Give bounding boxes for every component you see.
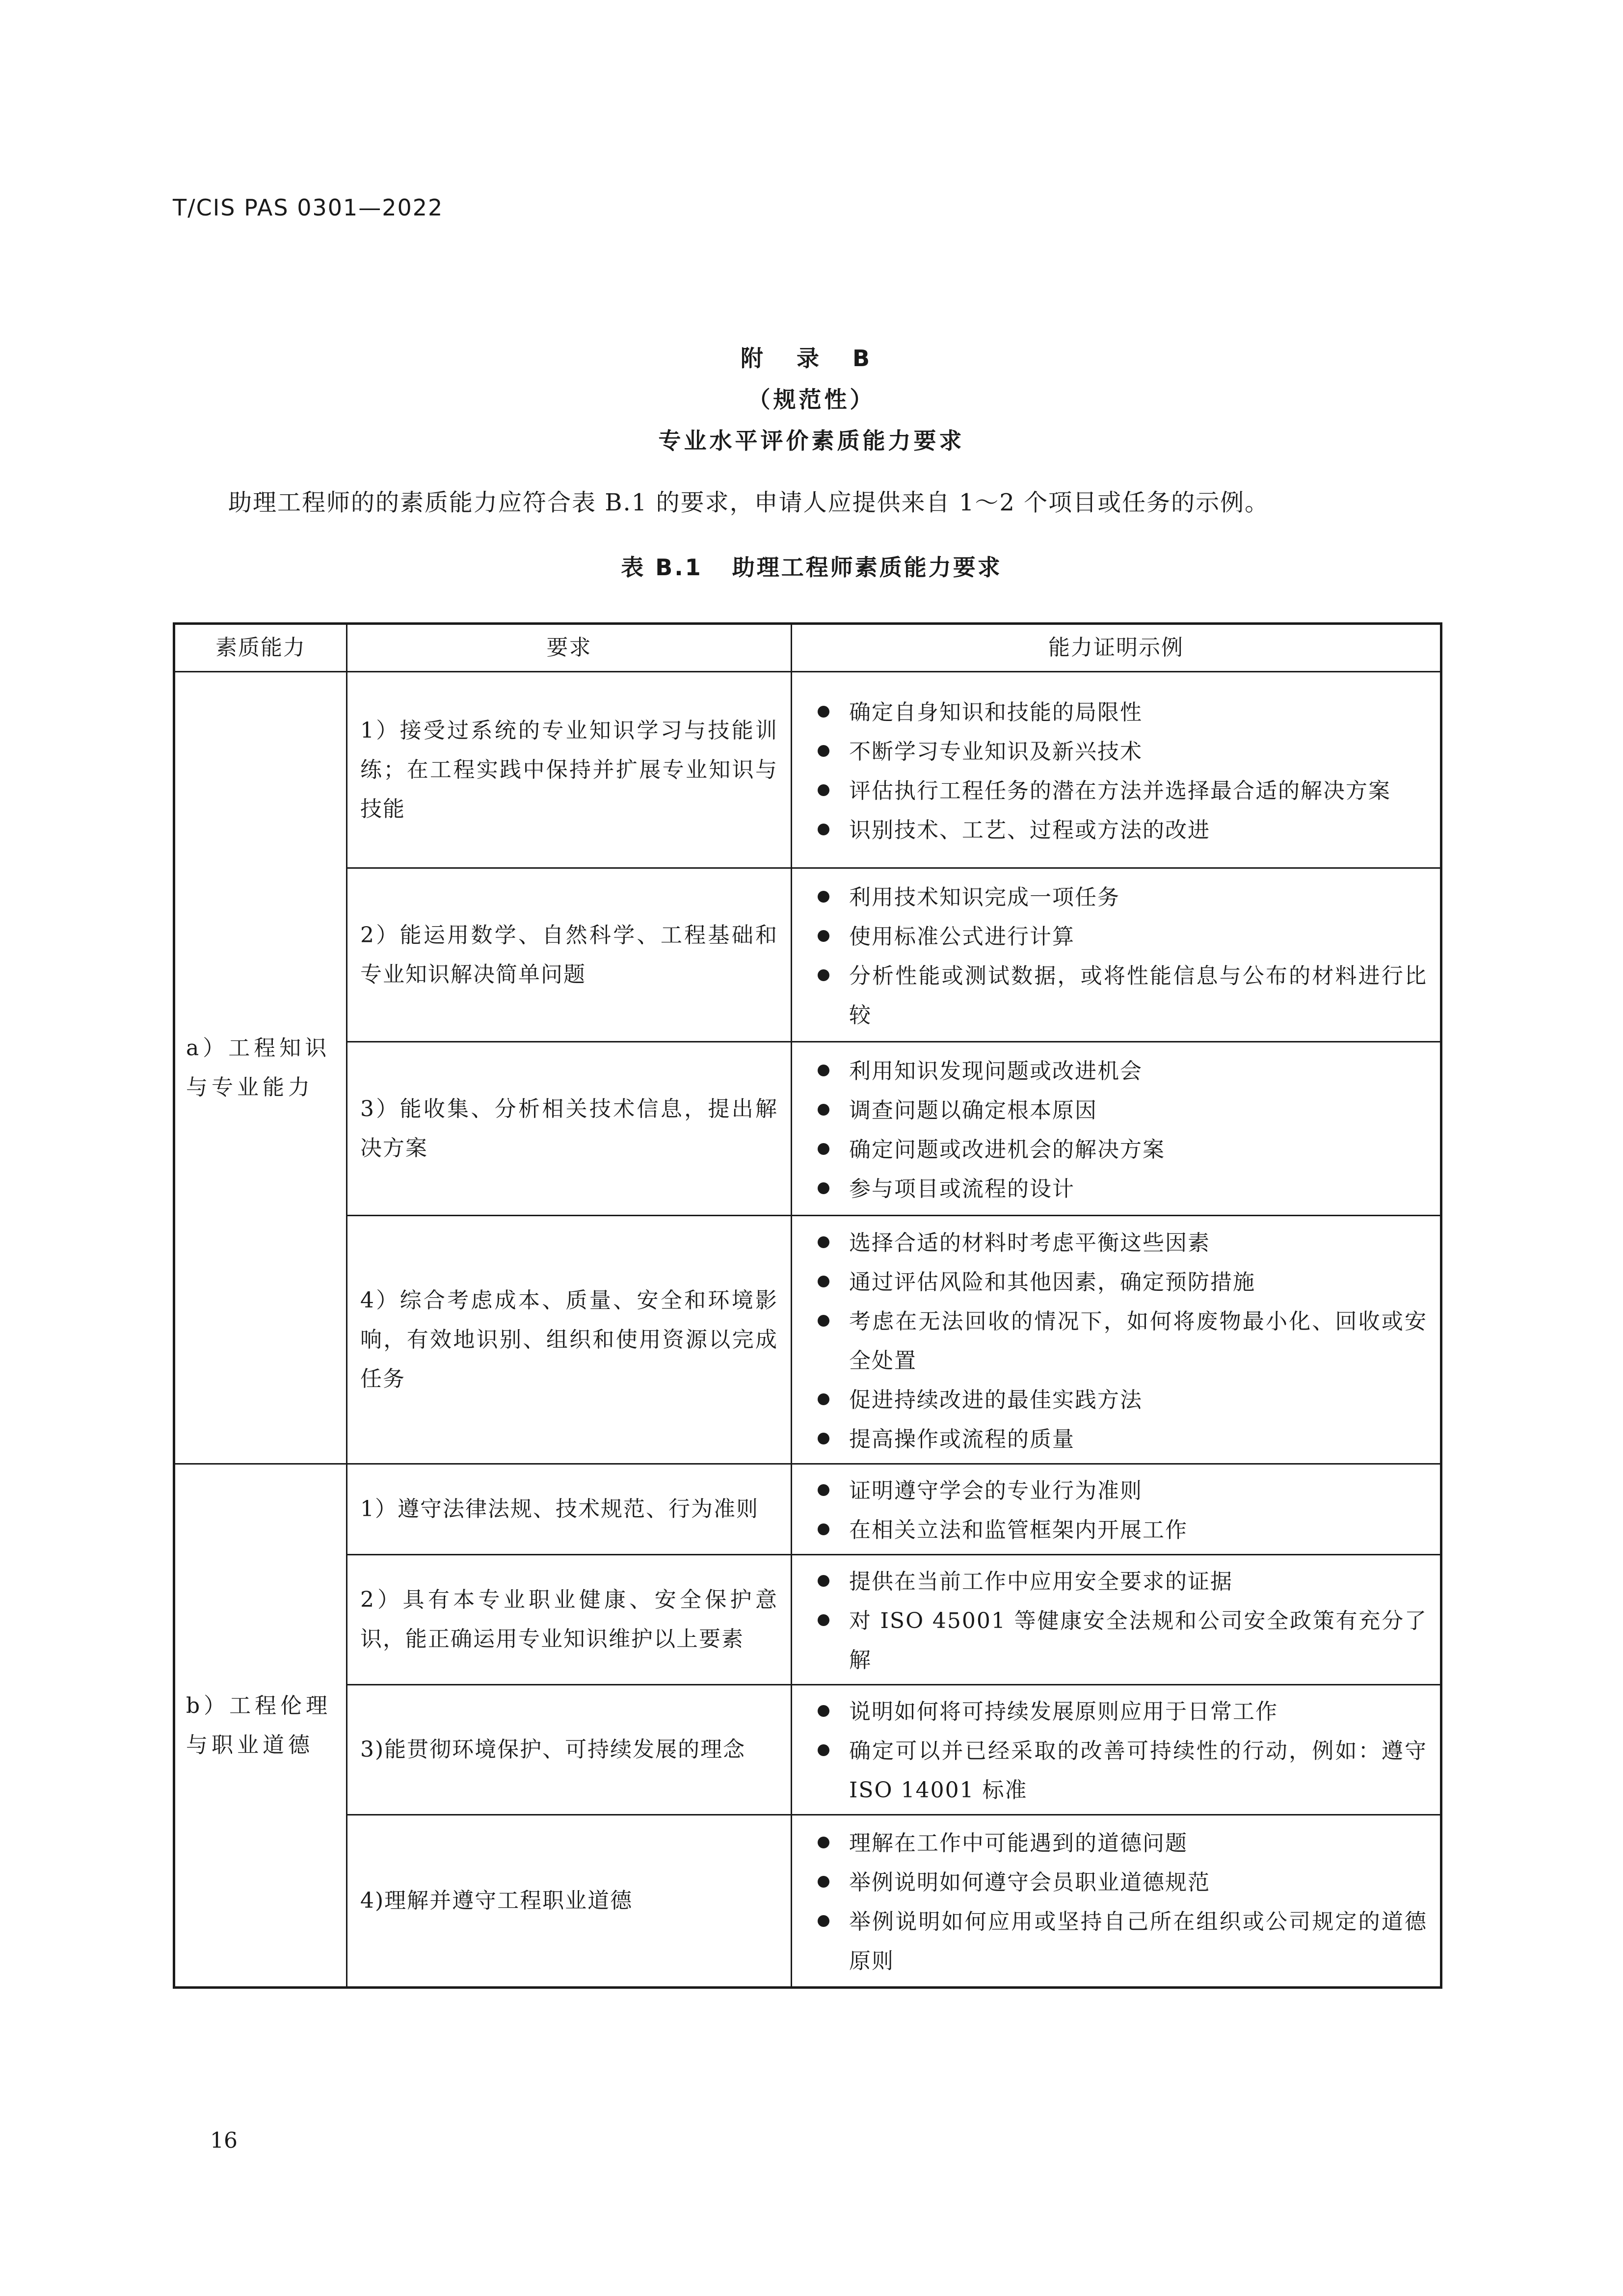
evidence-item: 确定问题或改进机会的解决方案 — [805, 1130, 1427, 1170]
evidence-item: 调查问题以确定根本原因 — [805, 1091, 1427, 1130]
evidence-item: 对 ISO 45001 等健康安全法规和公司安全政策有充分了解 — [805, 1602, 1427, 1680]
evidence-cell — [792, 1464, 1441, 1555]
column-header-requirement: 要求 — [347, 624, 792, 672]
evidence-item: 说明如何将可持续发展原则应用于日常工作 — [805, 1692, 1427, 1732]
table-row — [174, 1815, 1441, 1988]
requirement-cell: 2）具有本专业职业健康、安全保护意识，能正确运用专业知识维护以上要素 — [347, 1555, 792, 1685]
evidence-item: 举例说明如何遵守会员职业道德规范 — [805, 1863, 1427, 1902]
table-caption-title: 助理工程师素质能力要求 — [732, 554, 1002, 581]
requirement-cell: 4）综合考虑成本、质量、安全和环境影响，有效地识别、组织和使用资源以完成任务 — [347, 1216, 792, 1464]
table-row — [174, 672, 1441, 868]
evidence-item: 评估执行工程任务的潜在方法并选择最合适的解决方案 — [805, 772, 1427, 811]
table-row — [174, 1216, 1441, 1464]
evidence-cell — [792, 672, 1441, 868]
table-header-row — [174, 624, 1441, 672]
evidence-item: 提供在当前工作中应用安全要求的证据 — [805, 1562, 1427, 1602]
table-row — [174, 868, 1441, 1042]
evidence-item: 举例说明如何应用或坚持自己所在组织或公司规定的道德原则 — [805, 1902, 1427, 1981]
requirement-cell: 1）接受过系统的专业知识学习与技能训练；在工程实践中保持并扩展专业知识与技能 — [347, 672, 792, 868]
evidence-item: 促进持续改进的最佳实践方法 — [805, 1381, 1427, 1420]
document-code: T/CIS PAS 0301—2022 — [173, 194, 444, 221]
requirements-table — [173, 622, 1442, 1989]
column-header-evidence: 能力证明示例 — [792, 624, 1441, 672]
evidence-list — [805, 1052, 1427, 1209]
evidence-list — [805, 693, 1427, 850]
evidence-item: 提高操作或流程的质量 — [805, 1420, 1427, 1459]
table-row — [174, 1042, 1441, 1216]
evidence-list — [805, 1224, 1427, 1459]
evidence-item: 在相关立法和监管框架内开展工作 — [805, 1511, 1427, 1550]
evidence-item: 利用知识发现问题或改进机会 — [805, 1052, 1427, 1091]
evidence-cell — [792, 868, 1441, 1042]
requirement-cell: 3)能贯彻环境保护、可持续发展的理念 — [347, 1685, 792, 1815]
evidence-list — [805, 1824, 1427, 1981]
evidence-cell — [792, 1216, 1441, 1464]
evidence-item: 确定可以并已经采取的改善可持续性的行动，例如：遵守 ISO 14001 标准 — [805, 1732, 1427, 1810]
evidence-item: 分析性能或测试数据，或将性能信息与公布的材料进行比较 — [805, 957, 1427, 1035]
requirement-cell: 1）遵守法律法规、技术规范、行为准则 — [347, 1464, 792, 1555]
appendix-heading — [0, 338, 1623, 461]
evidence-item: 识别技术、工艺、过程或方法的改进 — [805, 811, 1427, 850]
ability-cell: a）工程知识与专业能力 — [174, 672, 347, 1464]
appendix-normative-label: （规范性） — [747, 386, 876, 413]
evidence-item: 考虑在无法回收的情况下，如何将废物最小化、回收或安全处置 — [805, 1302, 1427, 1381]
requirement-cell: 2）能运用数学、自然科学、工程基础和专业知识解决简单问题 — [347, 868, 792, 1042]
requirement-cell: 3）能收集、分析相关技术信息，提出解决方案 — [347, 1042, 792, 1216]
evidence-list — [805, 1471, 1427, 1550]
evidence-cell — [792, 1815, 1441, 1988]
ability-cell: b）工程伦理与职业道德 — [174, 1464, 347, 1988]
appendix-subject: 专业水平评价素质能力要求 — [658, 427, 965, 454]
evidence-cell — [792, 1555, 1441, 1685]
intro-paragraph: 助理工程师的的素质能力应符合表 B.1 的要求，申请人应提供来自 1～2 个项目或任务的示例。 — [228, 489, 1270, 516]
evidence-item: 使用标准公式进行计算 — [805, 917, 1427, 957]
table-caption — [0, 550, 1623, 582]
evidence-item: 不断学习专业知识及新兴技术 — [805, 732, 1427, 772]
table-row — [174, 1464, 1441, 1555]
table-body — [174, 672, 1441, 1988]
evidence-item: 选择合适的材料时考虑平衡这些因素 — [805, 1224, 1427, 1263]
evidence-item: 确定自身知识和技能的局限性 — [805, 693, 1427, 732]
requirement-cell: 4)理解并遵守工程职业道德 — [347, 1815, 792, 1988]
column-header-ability: 素质能力 — [174, 624, 347, 672]
table-row — [174, 1555, 1441, 1685]
appendix-title: 附 录 B — [740, 345, 883, 372]
evidence-cell — [792, 1685, 1441, 1815]
table-row — [174, 1685, 1441, 1815]
evidence-item: 参与项目或流程的设计 — [805, 1170, 1427, 1209]
evidence-item: 通过评估风险和其他因素，确定预防措施 — [805, 1263, 1427, 1302]
evidence-list — [805, 1692, 1427, 1810]
evidence-item: 利用技术知识完成一项任务 — [805, 878, 1427, 917]
table-caption-number: 表 B.1 — [621, 554, 703, 581]
evidence-cell — [792, 1042, 1441, 1216]
evidence-item: 理解在工作中可能遇到的道德问题 — [805, 1824, 1427, 1863]
page-number: 16 — [210, 2128, 238, 2153]
evidence-item: 证明遵守学会的专业行为准则 — [805, 1471, 1427, 1511]
evidence-list — [805, 1562, 1427, 1680]
evidence-list — [805, 878, 1427, 1035]
